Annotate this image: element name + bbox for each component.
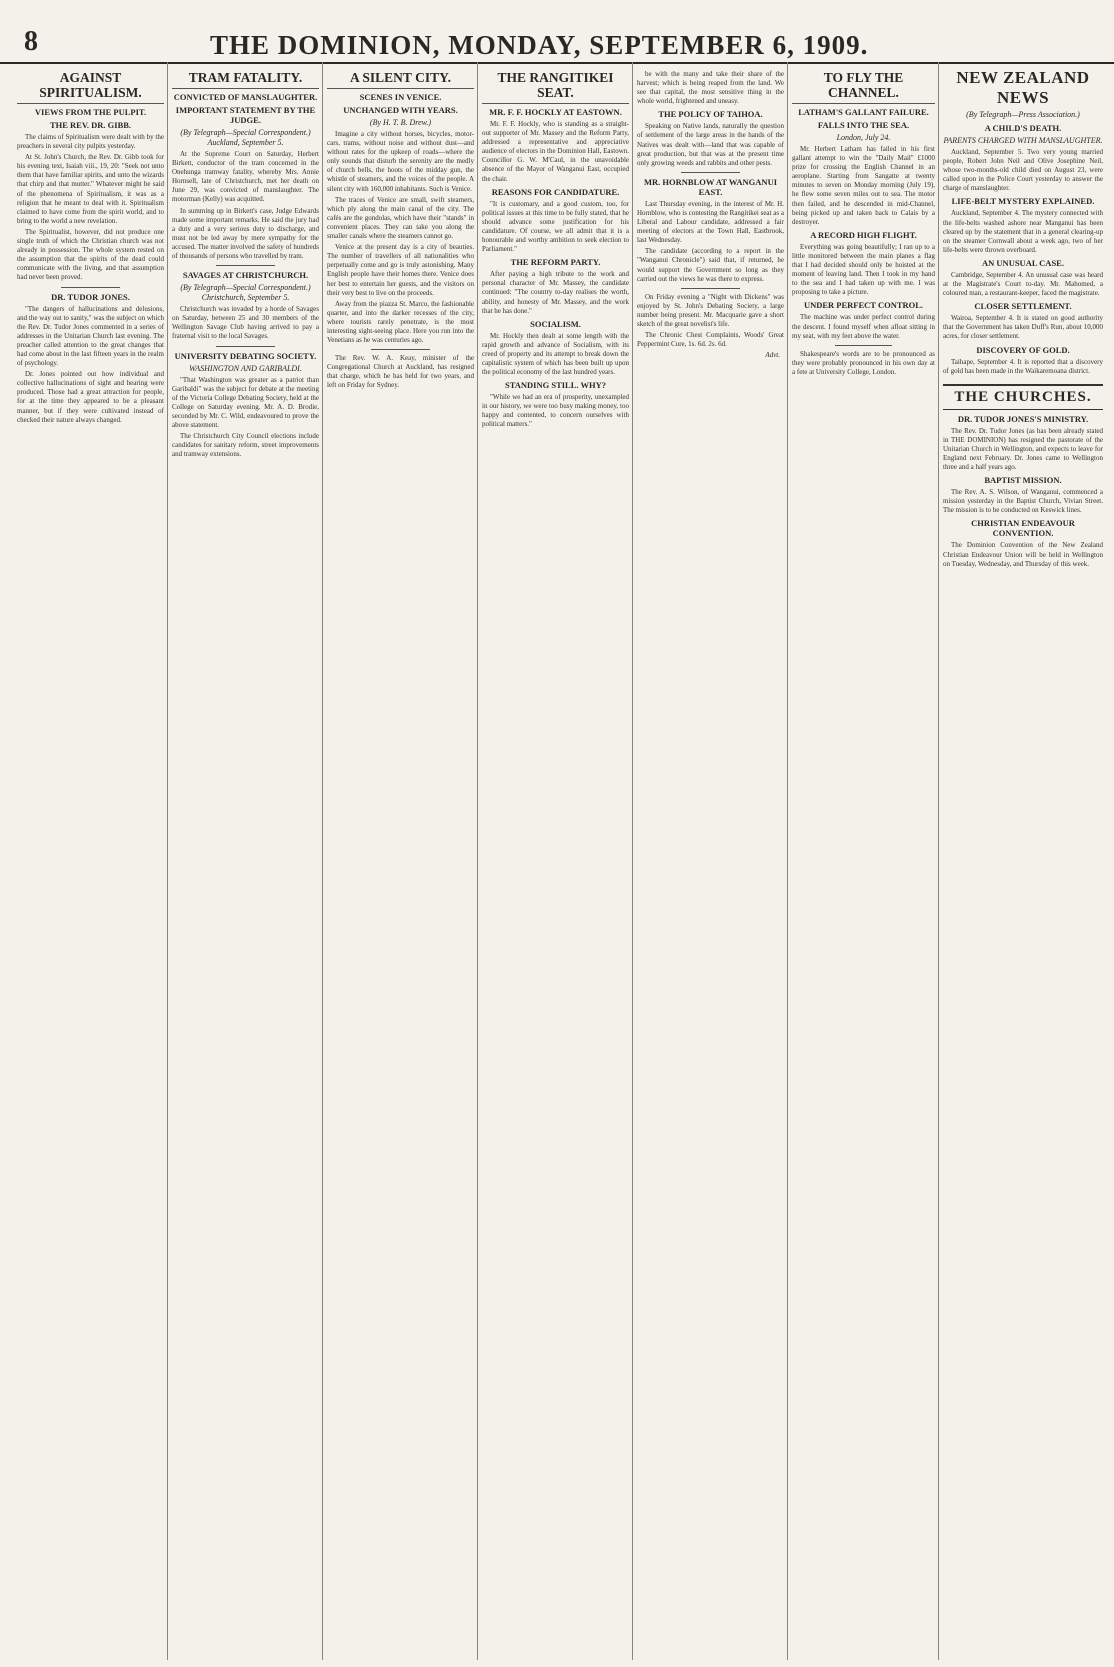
paragraph: On Friday evening a "Night with Dickens" was enjoyed by St. John's Debating Society, a large number being present. Mr. Macquarie gave a short sketch of the great novelist's life. (637, 292, 784, 328)
paragraph: Venice at the present day is a city of beauties. The number of travellers of all nationalities who perpetually come and go is truly astonishing. Many English people have their homes there. Venice does her best to entertain her guests, and the visitors on their very best to live on the proceeds. (327, 243, 474, 297)
section-heading: BAPTIST MISSION. (984, 475, 1062, 486)
section-heading: AN UNUSUAL CASE. (982, 257, 1064, 268)
section-heading: REASONS FOR CANDIDATURE. (491, 186, 620, 197)
article-title: AGAINST SPIRITUALISM. (17, 70, 164, 104)
paragraph: Mr. Hockly then dealt at some length with the rapid growth and advance of Socialism, with its creed of property and its attempt to break down the capitalistic system of which has been built up upon the political economy of the last hundred years. (482, 331, 629, 377)
paragraph: The traces of Venice are small, swift steamers, which ply along the main canal of the city. The cafés are the gondolas, which have their "stands" in convenient places. They can take you along the smaller canals where the steamers cannot go. (327, 195, 474, 241)
paragraph: Mr. F. F. Hockly, who is standing as a straight-out supporter of Mr. Massey and the Reform Party, addressed a representative and appreciative audience of electors in the Dominion Hall, Eastown. Councillor G. W. M'Caul, in the unavoidable absence of the Mayor of Wanganui East, occupied the chair. (482, 120, 629, 183)
paragraph: The Spiritualist, however, did not produce one single truth of which the Christian church was not already in possession. The whole system rested on the assumption that the spirits of the dead could communicate with the living, and that assumption had never been proved. (17, 227, 164, 282)
article-subtitle: LATHAM'S GALLANT FAILURE. (798, 107, 929, 117)
divider (216, 265, 275, 266)
advt-label: Advt. (765, 351, 780, 360)
paragraph: "It is customary, and a good custom, too, for political issues at this time to be fully stated, that he should advance some justification for his candidature. Of course, we all admit that it is a honourable and worthy ambition to seek election to Parliament." (482, 199, 629, 254)
article-title: TO FLY THE CHANNEL. (792, 70, 935, 104)
byline: (By H. T. B. Drew.) (369, 118, 432, 127)
paragraph: At the Supreme Court on Saturday, Herbert Birkett, conductor of the tram concerned in the Onehunga tramway fatality, whereby Mrs. Annie Hornsell, late of Christchurch, met her death on June 29, was convicted of manslaughter. The motorman (Kelly) was acquitted. (172, 150, 319, 204)
paragraph: Dr. Jones pointed out how individual and collective hallucinations of sight and hearing were produced. Those had a great attraction for people, for at the time they appeared to be a pleasant manner, but if they were cultivated instead of checked their nature always changed. (17, 370, 164, 424)
section-heading: CHRISTIAN ENDEAVOUR CONVENTION. (971, 518, 1075, 539)
column-7 (940, 62, 1106, 1660)
section-heading: DR. TUDOR JONES'S MINISTRY. (957, 413, 1089, 424)
byline: (By Telegraph—Press Association.) (966, 110, 1080, 119)
paragraph: Taihape, September 4. It is reported that a discovery of gold has been made in the Waikaremoana district. (943, 357, 1103, 375)
section-heading: UNIVERSITY DEBATING SOCIETY. (174, 350, 317, 361)
column-4 (479, 62, 633, 1660)
paragraph: In summing up in Birkett's case, Judge Edwards made some important remarks. He said the jury had a duty and a very serious duty to discharge, and must not be led away by mere sympathy for the accused. The matter involved the safety of hundreds of thousands of persons who travelled by tram. (172, 206, 319, 261)
masthead (0, 0, 1114, 64)
newspaper-title: THE DOMINION, MONDAY, SEPTEMBER 6, 1909. (210, 30, 869, 60)
paragraph: The Rev. W. A. Keay, minister of the Congregational Church at Auckland, has resigned that charge, which he has held for two years, and left on Friday for Sydney. (327, 354, 474, 390)
paragraph: Away from the piazza St. Marco, the fashionable quarter, and into the darker recesses of the city, where tourists rarely penetrate, is the most interesting sight-seeing place. Here you run into the Venetians as he was centuries ago. (327, 299, 474, 345)
section-heading: UNDER PERFECT CONTROL. (803, 300, 924, 311)
column-2 (169, 62, 323, 1660)
section-heading: THE REFORM PARTY. (510, 257, 601, 268)
paragraph: Cambridge, September 4. An unusual case was heard at the Magistrate's Court to-day. Mr. Mahomed, a coloured man, a restaurant-keeper, faced the magistrate. (943, 270, 1103, 298)
paragraph: The Rev. Dr. Tudor Jones (as has been already stated in THE DOMINION) has resigned the pastorate of the Unitarian Church in Wellington, and expects to leave for England next February. Dr. Jones came to Wellington three and a half years ago. (943, 426, 1103, 472)
article-subtitle: VIEWS FROM THE PULPIT. (34, 107, 147, 117)
paragraph: The Rev. A. S. Wilson, of Wanganui, commenced a mission yesterday in the Baptist Church, Vivian Street. The mission is to be conducted on Keswick lines. (943, 488, 1103, 515)
section-heading: THE REV. DR. GIBB. (49, 120, 132, 130)
section-heading: A RECORD HIGH FLIGHT. (810, 229, 917, 240)
section-heading: CLOSER SETTLEMENT. (974, 301, 1072, 312)
section-heading: SOCIALISM. (530, 318, 581, 329)
section-heading: FALLS INTO THE SEA. (817, 120, 910, 130)
byline: (By Telegraph—Special Correspondent.) Auckland, September 5. (180, 128, 311, 147)
paragraph: Christchurch was invaded by a horde of Savages on Saturday, between 25 and 30 members of the Wellington Savage Club having arrived to pay a fraternal visit to the local Savages. (172, 305, 319, 341)
section-subtitle: WASHINGTON AND GARIBALDI. (189, 363, 302, 373)
paragraph: Auckland, September 5. Two very young married people, Robert John Neil and Olive Josephine Neil, whose two-months-old child died on August 23, were called upon in the Police Court yesterday to answer the charge of manslaughter. (943, 148, 1103, 193)
paragraph: The Dominion Convention of the New Zealand Christian Endeavour Union will be held in Wellington on Tuesday, Wednesday, and Thursday of this week. (943, 541, 1103, 568)
paragraph: After paying a high tribute to the work and personal character of Mr. Massey, the candidate continued: "The country to-day realises the worth, ability, and honesty of Mr. Massey, and the work that he has done." (482, 270, 629, 315)
divider (681, 288, 740, 289)
divider (371, 349, 430, 350)
article-subtitle: MR. F. F. HOCKLY AT EASTOWN. (489, 107, 622, 117)
article-title: A SILENT CITY. (327, 70, 474, 89)
article-title: THE RANGITIKEI SEAT. (482, 70, 629, 104)
paragraph: Wairoa, September 4. It is stated on good authority that the Government has taken Duff's Run, about 10,000 acres, for closer settlement. (943, 314, 1103, 341)
article-title: TRAM FATALITY. (172, 70, 319, 89)
divider (681, 172, 740, 173)
article-subtitle: CONVICTED OF MANSLAUGHTER. (173, 92, 318, 102)
column-1 (14, 62, 168, 1660)
divider (61, 287, 120, 288)
advertisement: The Chronic Chest Complaints, Woods' Great Peppermint Cure, 1s. 6d. 2s. 6d. (637, 331, 784, 349)
paragraph: be with the many and take their share of the harvest; which is being reaped from the land. We see that capital, the most sensitive thing in the whole world, frightened and uneasy. (637, 70, 784, 106)
divider (835, 345, 892, 346)
paragraph: Last Thursday evening, in the interest of Mr. H. Hornblow, who is contesting the Rangitikei seat as a Liberal and Labour candidate, addressed a fair meeting of electors at the Town Hall, Eastbrook, last Wednesday. (637, 199, 784, 245)
paragraph: At St. John's Church, the Rev. Dr. Gibb took for his evening text, Isaiah viii., 19, 20: "Seek not unto them that have familiar spirits, and unto the wizards that chirp and that mutter." Whatever might be said of the phenomena of Spiritualism, it was as a religion that he meant to deal with it. Spiritualism claimed to have come from the spirit world, and to bring to the world a new revelation. (17, 153, 164, 225)
paragraph: "While we had an era of prosperity, unexampled in our history, we were too busy making money, too happy and contented, to concern ourselves with political matters." (482, 393, 629, 429)
article-subtitle: SCENES IN VENICE. (359, 92, 442, 102)
paragraph: Everything was going beautifully; I ran up to a little monitored between the main planes a flag that I had decided should only be hoisted at the moment of leaving land. Then I took in my hand to the sea and I had taken up with me. I was proposing to take a picture. (792, 242, 935, 297)
byline: London, July 24. (836, 133, 891, 142)
paragraph: Shakespeare's words are to be pronounced as they were probably pronounced in his own day at a fete at University College, London. (792, 349, 935, 376)
paragraph: The candidate (according to a report in the "Wanganui Chronicle") said that, if returned, he would support the Government so long as they carried out the views he was there to express. (637, 247, 784, 283)
paragraph: "That Washington was greater as a patriot than Garibaldi" was the subject for debate at the meeting of the Victoria College Debating Society, held at the College on Saturday evening. Mr. A. D. Brodie, seconded by Mr. C. Wild, endeavoured to prove the above statement. (172, 375, 319, 429)
column-3 (324, 62, 478, 1660)
section-heading: A CHILD'S DEATH. (984, 123, 1062, 133)
section-heading: LIFE-BELT MYSTERY EXPLAINED. (951, 196, 1095, 207)
paragraph: Mr. Herbert Latham has failed in his first gallant attempt to win the "Daily Mail" £1000 prize for crossing the English Channel in an aeroplane. Starting from Sangatte at twenty minutes to seven on Monday morning (July 19), he flew some seven miles out to sea. The motor then failed, and he descended in mid-Channel, being picked up and taken back to Calais by a destroyer. (792, 145, 935, 226)
paragraph: Speaking on Native lands, naturally the question of settlement of the large areas in the hands of the Natives was dealt with—land that was capable of great production, but that was at the present time only growing weeds and rabbits and other pests. (637, 122, 784, 167)
section-heading: UNCHANGED WITH YEARS. (343, 105, 458, 115)
byline: (By Telegraph—Special Correspondent.) Christchurch, September 5. (180, 283, 311, 303)
section-heading: DISCOVERY OF GOLD. (976, 344, 1070, 355)
paragraph: The Christchurch City Council elections include candidates for sanitary reform, street improvements and tramway extensions. (172, 432, 319, 459)
paragraph: Imagine a city without horses, bicycles, motor-cars, trams, without noise and without dust—and without rates for the upkeep of roads—where the only sounds that disturb the serenity are the medly of church bells, the hoots of the midday gun, the whistle of steamers, and the voices of the people. A silent city with 160,000 inhabitants. Such is Venice. (327, 130, 474, 193)
section-heading: IMPORTANT STATEMENT BY THE JUDGE. (175, 105, 316, 125)
churches-heading: THE CHURCHES. (943, 384, 1103, 410)
section-heading: THE POLICY OF TAIHOA. (658, 109, 763, 120)
paragraph: The machine was under perfect control during the descent. I found myself when afloat sitting in my seat, with my feet above the water. (792, 313, 935, 340)
divider (216, 346, 275, 347)
section-heading: DR. TUDOR JONES. (51, 291, 130, 302)
paragraph: Auckland, September 4. The mystery connected with the life-belts washed ashore near Manganui has been cleared up by the statement that in a general clearing-up on the steamer Cornwall about a week ago, two of her life-belts were thrown overboard. (943, 209, 1103, 254)
column-5 (634, 62, 788, 1660)
column-6 (789, 62, 939, 1660)
section-heading: STANDING STILL. WHY? (504, 380, 606, 391)
article-title: NEW ZEALAND NEWS (956, 68, 1090, 107)
section-heading: SAVAGES AT CHRISTCHURCH. (182, 270, 309, 281)
section-subtitle: PARENTS CHARGED WITH MANSLAUGHTER. (943, 136, 1103, 145)
section-heading: MR. HORNBLOW AT WANGANUI EAST. (643, 176, 778, 197)
columns (14, 62, 1106, 1662)
paragraph: The claims of Spiritualism were dealt with by the preachers in several city pulpits yesterday. (17, 133, 164, 151)
paragraph: "The dangers of hallucinations and delusions, and the way out to sanity," was the subject on which the Rev. Dr. Tudor Jones commented in a series of addresses in the Unitarian Church last evening. The preacher called attention to the great changes that had come about in the last fifteen years in the realm of psychology. (17, 304, 164, 368)
page-number: 8 (24, 26, 38, 57)
